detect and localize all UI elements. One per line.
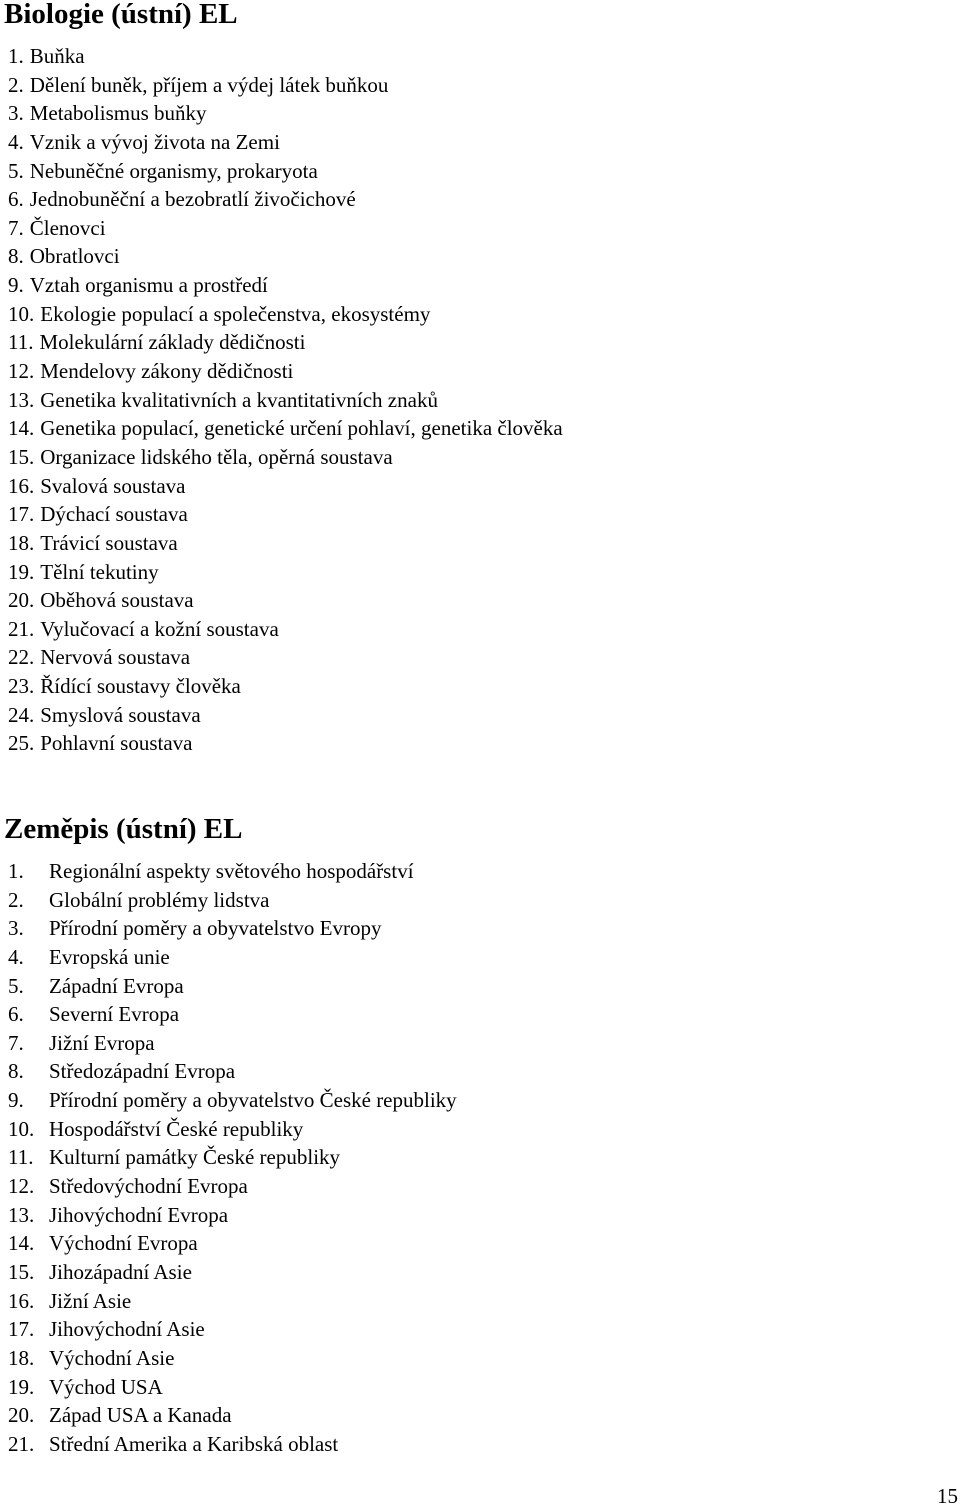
item-text: Západ USA a Kanada: [49, 1403, 232, 1428]
item-text: Genetika kvalitativních a kvantitativních znaků: [40, 387, 438, 412]
list-item: [8, 214, 563, 243]
item-text: Organizace lidského těla, opěrná soustava: [40, 444, 393, 469]
list-item: [8, 729, 563, 758]
item-number: 21.: [8, 1431, 35, 1456]
item-number: 15.: [8, 1259, 35, 1284]
list-item: [8, 586, 563, 615]
item-text: Severní Evropa: [49, 1002, 180, 1027]
item-number: 18.: [8, 530, 35, 555]
item-text: Přírodní poměry a obyvatelstvo České republiky: [49, 1088, 457, 1113]
item-text: Jihozápadní Asie: [49, 1259, 192, 1284]
item-number: 1.: [8, 859, 24, 883]
item-number: 8.: [8, 1059, 24, 1084]
list-item: [8, 42, 563, 71]
list-item: [8, 1172, 457, 1201]
item-text: Dělení buněk, příjem a výdej látek buňkou: [29, 72, 389, 97]
item-text: Střední Amerika a Karibská oblast: [49, 1431, 339, 1456]
item-number: 15.: [8, 444, 35, 469]
item-text: Molekulární základy dědičnosti: [39, 330, 306, 355]
page-number: 15: [937, 1484, 958, 1508]
item-number: 3.: [8, 101, 24, 126]
item-number: 20.: [8, 1403, 35, 1428]
list-item: [8, 242, 563, 271]
item-text: Západní Evropa: [49, 973, 184, 998]
zemepis-section: [4, 813, 457, 1458]
item-number: 3.: [8, 916, 24, 941]
item-number: 24.: [8, 702, 35, 727]
item-number: 17.: [8, 502, 35, 527]
list-item: [8, 857, 457, 886]
item-number: 6.: [8, 1002, 24, 1027]
item-number: 7.: [8, 1030, 24, 1055]
list-item: [8, 1430, 457, 1459]
item-text: Oběhová soustava: [40, 588, 194, 613]
item-text: Jednobuněční a bezobratlí živočichové: [29, 187, 356, 212]
biologie-title: Biologie (ústní) EL: [4, 0, 238, 30]
zemepis-title: Zeměpis (ústní) EL: [4, 813, 243, 845]
item-text: Jihovýchodní Asie: [49, 1317, 205, 1342]
item-number: 1.: [8, 44, 24, 68]
item-text: Přírodní poměry a obyvatelstvo Evropy: [49, 916, 382, 941]
list-item: [8, 386, 563, 415]
item-number: 2.: [8, 72, 24, 97]
list-item: [8, 99, 563, 128]
item-text: Metabolismus buňky: [29, 101, 207, 126]
list-item: [8, 1000, 457, 1029]
item-number: 4.: [8, 944, 24, 969]
list-item: [8, 1086, 457, 1115]
item-number: 13.: [8, 387, 35, 412]
item-text: Nebuněčné organismy, prokaryota: [29, 158, 318, 183]
item-number: 7.: [8, 215, 24, 240]
item-text: Východní Asie: [49, 1345, 175, 1370]
item-number: 14.: [8, 1231, 35, 1256]
item-text: Nervová soustava: [40, 645, 191, 670]
list-item: [8, 185, 563, 214]
item-text: Mendelovy zákony dědičnosti: [40, 359, 294, 384]
list-item: [8, 472, 563, 501]
item-text: Regionální aspekty světového hospodářství: [49, 859, 414, 883]
list-item: [8, 328, 563, 357]
list-item: [8, 672, 563, 701]
item-number: 25.: [8, 731, 35, 756]
item-text: Evropská unie: [49, 944, 170, 969]
item-text: Svalová soustava: [40, 473, 186, 498]
list-item: [8, 1029, 457, 1058]
item-text: Smyslová soustava: [40, 702, 201, 727]
item-number: 10.: [8, 1116, 35, 1141]
list-item: [8, 443, 563, 472]
item-text: Východ USA: [49, 1374, 163, 1399]
item-number: 2.: [8, 887, 24, 912]
list-item: [8, 414, 563, 443]
list-item: [8, 357, 563, 386]
item-number: 14.: [8, 416, 35, 441]
item-text: Středovýchodní Evropa: [49, 1174, 248, 1199]
item-number: 20.: [8, 588, 35, 613]
list-item: [8, 886, 457, 915]
item-number: 11.: [8, 330, 34, 355]
list-item: [8, 529, 563, 558]
item-number: 21.: [8, 616, 35, 641]
item-number: 8.: [8, 244, 24, 269]
list-item: [8, 1115, 457, 1144]
list-item: [8, 300, 563, 329]
item-text: Vztah organismu a prostředí: [29, 273, 268, 298]
item-number: 5.: [8, 973, 24, 998]
item-number: 22.: [8, 645, 35, 670]
item-number: 9.: [8, 273, 24, 298]
biologie-topic-list: [8, 42, 563, 758]
item-text: Vznik a vývoj života na Zemi: [29, 129, 280, 154]
item-number: 16.: [8, 473, 35, 498]
item-number: 16.: [8, 1288, 35, 1313]
item-number: 18.: [8, 1345, 35, 1370]
item-number: 11.: [8, 1145, 34, 1170]
list-item: [8, 500, 563, 529]
item-number: 12.: [8, 1174, 35, 1199]
item-text: Jižní Evropa: [49, 1030, 155, 1055]
item-text: Vylučovací a kožní soustava: [40, 616, 279, 641]
list-item: [8, 1287, 457, 1316]
item-number: 13.: [8, 1202, 35, 1227]
list-item: [8, 71, 563, 100]
item-number: 19.: [8, 559, 35, 584]
item-number: 10.: [8, 301, 35, 326]
item-text: Kulturní památky České republiky: [49, 1145, 341, 1170]
list-item: [8, 914, 457, 943]
list-item: [8, 271, 563, 300]
item-text: Dýchací soustava: [40, 502, 188, 527]
list-item: [8, 643, 563, 672]
item-text: Obratlovci: [29, 244, 120, 269]
list-item: [8, 1057, 457, 1086]
item-number: 4.: [8, 129, 24, 154]
item-text: Pohlavní soustava: [40, 731, 193, 756]
list-item: [8, 943, 457, 972]
list-item: [8, 1229, 457, 1258]
item-text: Tělní tekutiny: [40, 559, 159, 584]
list-item: [8, 157, 563, 186]
item-text: Ekologie populací a společenstva, ekosystémy: [40, 301, 431, 326]
item-text: Členovci: [29, 215, 106, 240]
list-item: [8, 1373, 457, 1402]
item-text: Hospodářství České republiky: [49, 1116, 304, 1141]
item-text: Jihovýchodní Evropa: [49, 1202, 229, 1227]
list-item: [8, 615, 563, 644]
item-text: Středozápadní Evropa: [49, 1059, 236, 1084]
item-text: Jižní Asie: [49, 1288, 132, 1313]
list-item: [8, 1143, 457, 1172]
list-item: [8, 558, 563, 587]
list-item: [8, 128, 563, 157]
item-text: Genetika populací, genetické určení pohlaví, genetika člověka: [40, 416, 563, 441]
list-item: [8, 701, 563, 730]
item-text: Východní Evropa: [49, 1231, 198, 1256]
item-number: 12.: [8, 359, 35, 384]
list-item: [8, 1344, 457, 1373]
biologie-section: [4, 0, 563, 758]
item-number: 17.: [8, 1317, 35, 1342]
item-text: Trávicí soustava: [40, 530, 178, 555]
list-item: [8, 1315, 457, 1344]
list-item: [8, 1401, 457, 1430]
item-number: 5.: [8, 158, 24, 183]
list-item: [8, 972, 457, 1001]
item-text: Buňka: [29, 44, 85, 68]
item-number: 19.: [8, 1374, 35, 1399]
item-text: Řídící soustavy člověka: [40, 674, 241, 699]
list-item: [8, 1258, 457, 1287]
item-number: 9.: [8, 1088, 24, 1113]
item-text: Globální problémy lidstva: [49, 887, 270, 912]
item-number: 6.: [8, 187, 24, 212]
item-number: 23.: [8, 674, 35, 699]
zemepis-topic-list: [8, 857, 457, 1458]
list-item: [8, 1201, 457, 1230]
